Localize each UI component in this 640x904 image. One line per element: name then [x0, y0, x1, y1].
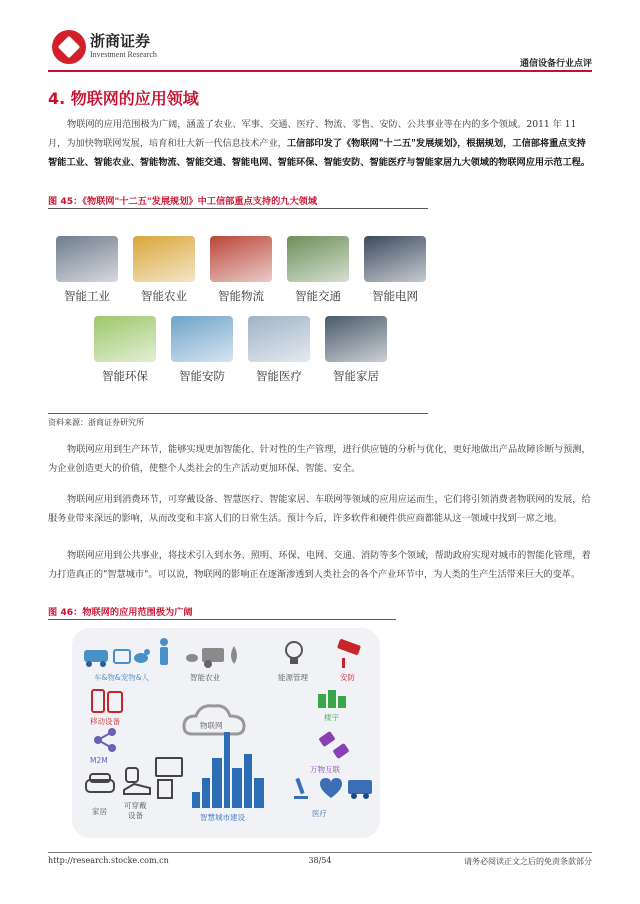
sofa-icon: [86, 774, 114, 792]
shoe-icon: [124, 784, 150, 794]
paragraph-1-bold: 工信部印发了《物联网"十二五"发展规划》，根据规划，工信部将重点支持智能工业、智能农业、智能物流、智能交通、智能电网、智能环保、智能安防、智能医疗与智能家居九大领域的物联网应用示范工程。: [48, 138, 591, 168]
domain-caption: 智能交通: [295, 289, 341, 303]
header-divider: [48, 70, 592, 72]
car-icon: [84, 650, 108, 667]
domain-image-9: [325, 316, 387, 362]
city-icon: [192, 732, 264, 808]
watch-icon: [126, 768, 138, 782]
label-agri: 智能农业: [190, 673, 220, 682]
domain-image-6: [94, 316, 156, 362]
figure-45-label: 图 45：《物联网"十二五"发展规划》中工信部重点支持的九大领域: [48, 196, 318, 207]
heart-icon: [320, 778, 342, 798]
domain-caption: 智能家居: [333, 369, 379, 383]
footer-divider: [48, 852, 592, 853]
label-security: 安防: [340, 673, 355, 682]
page-number: 38/54: [308, 856, 332, 865]
domain-caption: 智能工业: [64, 289, 110, 303]
label-car: 车&物&宠物&人: [94, 673, 150, 682]
domain-caption: 智能电网: [372, 289, 418, 303]
paragraph-4: 物联网应用到公共事业，将技术引入到水务、照明、环保、电网、交通、消防等多个领域，帮助政府实现对城市的智能化管理，着力打造真正的"智慧城市"。可以说，物联网的影响正在逐渐渗透到人类社会的各个产业环节中，为人类的生产生活带来巨大的变革。: [48, 550, 591, 580]
label-m2m: M2M: [90, 756, 108, 765]
label-wearable-2: 设备: [128, 811, 143, 820]
iot-application-diagram: [72, 628, 380, 838]
footer-url[interactable]: http://research.stocke.com.cn: [48, 856, 169, 865]
bulb-icon: [286, 642, 302, 664]
domain-caption: 智能物流: [218, 289, 264, 303]
plug-icon: [318, 731, 349, 759]
iot-diagram-graphics: [72, 628, 380, 838]
figure-45-bottom-rule: [48, 413, 428, 414]
building-icon: [318, 690, 346, 708]
logo-icon: [52, 30, 86, 64]
domain-caption: 智能环保: [102, 369, 148, 383]
figure-46-label: 图 46：物联网的应用范围极为广阔: [48, 607, 193, 618]
ambulance-icon: [348, 780, 372, 799]
figure-46-top-rule: [48, 619, 396, 620]
label-iot: 万物互联: [310, 765, 340, 774]
microscope-icon: [294, 778, 308, 799]
logo-cn: 浙商证券: [90, 32, 151, 50]
figure-45-source: 资料来源：浙商证券研究所: [48, 418, 144, 427]
label-medical: 医疗: [312, 809, 327, 818]
label-city: 智慧城市建设: [200, 813, 245, 822]
person-icon: [160, 638, 168, 665]
paragraph-1: [48, 115, 594, 172]
label-energy: 能源管理: [278, 673, 308, 682]
domain-image-4: [287, 236, 349, 282]
label-home: 家居: [92, 807, 107, 816]
agri-icon: [186, 646, 237, 668]
logo-en: Investment Research: [90, 50, 157, 59]
package-icon: [114, 650, 130, 663]
label-building: 楼宇: [324, 713, 339, 722]
domain-image-8: [248, 316, 310, 362]
paragraph-2: 物联网应用到生产环节，能够实现更加智能化、针对性的生产管理，进行供应链的分析与优化，更好地做出产品故障诊断与预测，为企业创造更大的价值，使整个人类社会的生产活动更加环保、智能、安全。: [48, 444, 591, 474]
domain-image-5: [364, 236, 426, 282]
domain-caption: 智能医疗: [256, 369, 302, 383]
domain-caption: 智能农业: [141, 289, 187, 303]
footer-disclaimer: 请务必阅读正文之后的免责条款部分: [464, 857, 592, 866]
domain-image-1: [56, 236, 118, 282]
monitor-icon: [156, 758, 182, 798]
label-center: 物联网: [200, 721, 223, 730]
camera-icon: [337, 639, 361, 668]
figure-45-top-rule: [48, 208, 428, 209]
pet-icon: [134, 649, 150, 663]
domain-caption: 智能安防: [179, 369, 225, 383]
m2m-icon: [94, 728, 116, 752]
paragraph-3: 物联网应用到消费环节，可穿戴设备、智慧医疗、智能家居、车联网等领域的应用应运而生，它们将引领消费者物联网的发展，给服务业带来深远的影响，从而改变和丰富人们的日常生活。预计今后，许多软件和硬件供应商都能从这一领域中找到一席之地。: [48, 494, 591, 524]
section-title: 4. 物联网的应用领域: [48, 89, 199, 108]
domain-image-2: [133, 236, 195, 282]
label-mobile: 移动设备: [90, 717, 120, 726]
label-wearable-1: 可穿戴: [124, 801, 147, 810]
mobile-icon: [92, 690, 122, 712]
paragraph-1-plain: 物联网的应用范围极为广阔，涵盖了农业、军事、交通、医疗、物流、零售、安防、公共事业等在内的多个领域。2011 年 11 月，为加快物联网发展，培育和壮大新一代信息技术产业，: [48, 119, 577, 149]
domain-image-3: [210, 236, 272, 282]
report-type: 通信设备行业点评: [519, 59, 592, 69]
domain-image-7: [171, 316, 233, 362]
